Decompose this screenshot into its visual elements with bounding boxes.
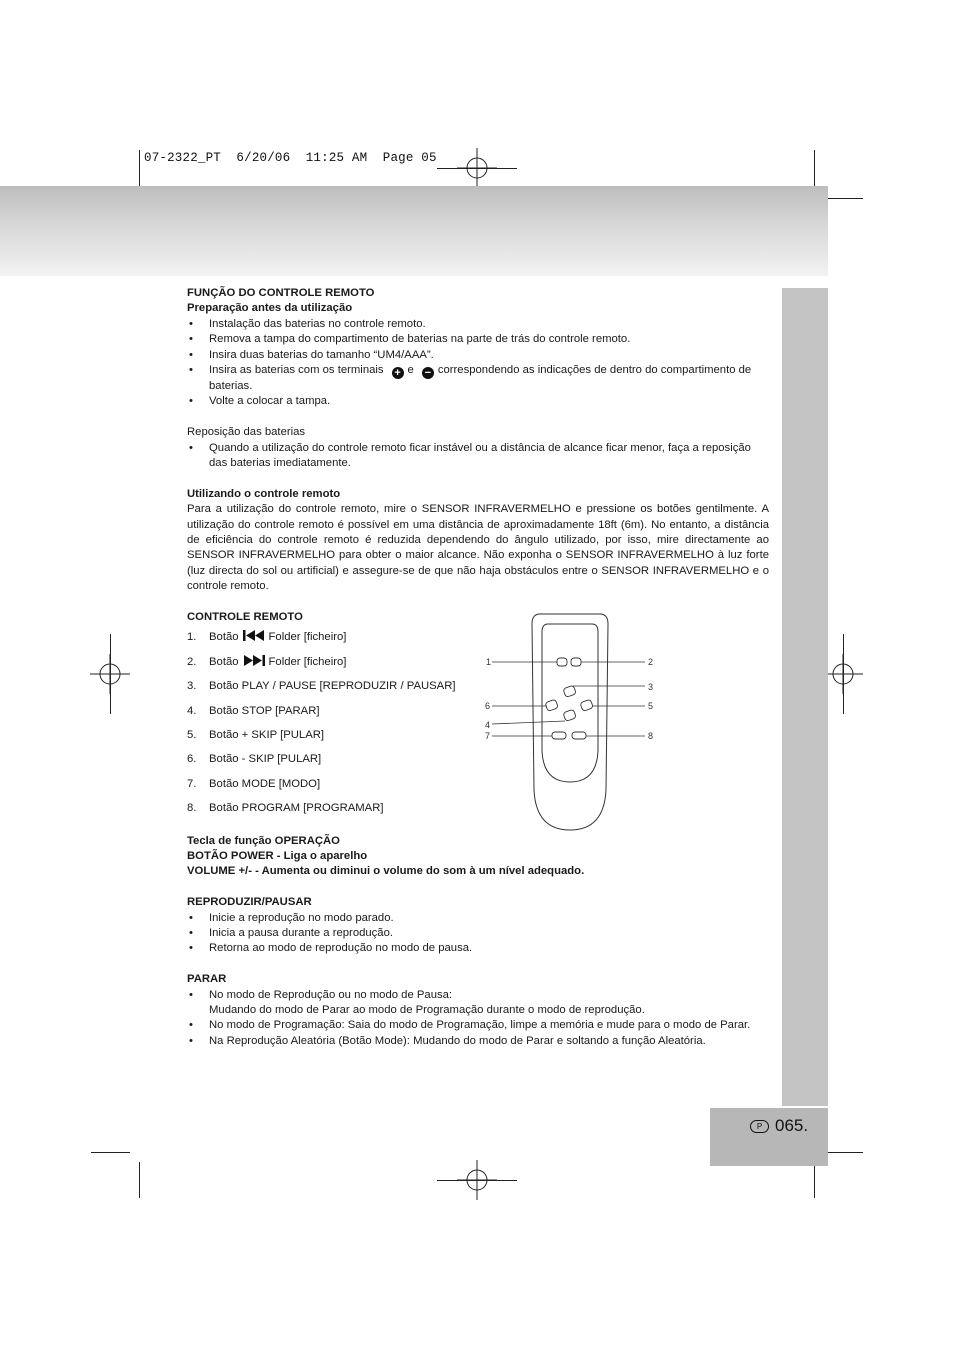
remote-button-8 (572, 732, 586, 739)
item-text: Botão PLAY / PAUSE [REPRODUZIR / PAUSAR] (209, 680, 456, 693)
callout-label: 1 (486, 657, 492, 667)
item-text: Botão PROGRAM [PROGRAMAR] (209, 802, 384, 815)
item-text: Folder [ficheiro] (268, 631, 347, 644)
list-item (187, 655, 769, 679)
list-item: • Retorna ao modo de reprodução no modo de pausa. (187, 941, 769, 956)
list-item (187, 988, 769, 1019)
list-item-text: e (407, 364, 414, 377)
remote-inner-outline (542, 624, 598, 782)
item-number: 8. (187, 802, 197, 815)
section-subtitle: Preparação antes da utilização (187, 302, 353, 315)
item-text: Botão (209, 631, 239, 644)
page-content (187, 286, 769, 1049)
crop-mark (437, 168, 517, 169)
side-tab (782, 288, 828, 1106)
crop-mark (110, 634, 111, 714)
list-item: • Na Reprodução Aleatória (Botão Mode): Mudando do modo de Parar e soltando a função Aleatória. (187, 1034, 769, 1049)
list-item (187, 630, 769, 654)
usage-paragraph: Para a utilização do controle remoto, mire o SENSOR INFRAVERMELHO e pressione os botões gentilmente. A utilização do controle remoto é possível em uma distância de aproximadamente 18ft (6m). No entanto, a distância de eficiência do controle remoto é reduzida dependendo do ângulo utilizado, por isso, mire directamente ao SENSOR INFRAVERMELHO para obter o maior alcance. Não exponha o SENSOR INFRAVERMELHO à luz forte (luz directa do sol ou artificial) e assegure-se de que não haja obstáculos entre o SENSOR INFRAVERMELHO e o controle remoto. (187, 503, 769, 593)
list-item: • No modo de Programação: Saia do modo de Programação, limpe a memória e mude para o modo de Parar. (187, 1018, 769, 1033)
list-item-text: Mudando do modo de Parar ao modo de Programação durante o modo de reprodução. (209, 1004, 645, 1017)
crop-mark (825, 198, 863, 199)
next-icon (243, 655, 265, 666)
item-number: 7. (187, 777, 197, 790)
crop-mark (139, 150, 140, 186)
callout-label: 8 (648, 731, 654, 741)
section-title: Utilizando o controle remoto (187, 487, 341, 500)
list-item: • Inicia a pausa durante a reprodução. (187, 926, 769, 941)
item-number: 3. (187, 680, 197, 693)
crop-mark (814, 150, 815, 186)
plus-terminal-icon: + (392, 367, 404, 379)
remote-button-list (187, 630, 769, 825)
page-number: 065. (775, 1116, 809, 1135)
print-slug: 07-2322_PT 6/20/06 11:25 AM Page 05 (144, 151, 437, 165)
callout-label: 2 (648, 657, 654, 667)
remote-button-6 (545, 699, 558, 711)
remote-button-4 (563, 709, 576, 721)
remote-button-2 (571, 658, 581, 666)
item-number: 2. (187, 655, 197, 668)
section-title: PARAR (187, 973, 227, 986)
callout-label: 3 (648, 682, 654, 692)
item-number: 5. (187, 729, 197, 742)
remote-button-3 (563, 685, 576, 697)
list-item (187, 728, 769, 752)
list-item-text: • No modo de Reprodução ou no modo de Pausa: (209, 988, 453, 1001)
page-number-box (710, 1108, 828, 1166)
section-title: FUNÇÃO DO CONTROLE REMOTO (187, 287, 375, 299)
stop-list (187, 988, 769, 1050)
callout-label: 6 (485, 701, 491, 711)
operation-line: Tecla de função OPERAÇÃO (187, 834, 340, 847)
list-item: • Volte a colocar a tampa. (187, 394, 769, 409)
section-title: Reposição das baterias (187, 426, 306, 439)
remote-button-5 (580, 699, 593, 711)
list-item (187, 777, 769, 801)
play-pause-list (187, 911, 769, 957)
crop-mark (437, 1180, 517, 1181)
list-item: • Quando a utilização do controle remoto ficar instável ou a distância de alcance ficar menor, faça a reposição das baterias imediatamente. (187, 441, 769, 472)
list-item (187, 801, 769, 825)
remote-button-7 (552, 732, 566, 739)
prev-icon (243, 630, 265, 641)
remote-button-1 (557, 658, 567, 666)
callout-label: 5 (648, 701, 654, 711)
callout-label: 4 (485, 720, 491, 730)
header-band (0, 186, 828, 276)
crop-mark (843, 634, 844, 714)
battery-replace-list (187, 441, 769, 472)
section-title: CONTROLE REMOTO (187, 611, 303, 624)
crop-mark (91, 1152, 130, 1153)
list-item: • Insira duas baterias do tamanho “UM4/AAA”. (187, 348, 769, 363)
list-item-text: correspondendo as indicações de dentro do compartimento de baterias. (209, 364, 752, 393)
list-item-text: Insira as baterias com os terminais (209, 364, 384, 377)
crop-mark (814, 1162, 815, 1198)
callout-line (492, 721, 565, 724)
item-text: Botão + SKIP [PULAR] (209, 729, 325, 742)
list-item: • Remova a tampa do compartimento de baterias na parte de trás do controle remoto. (187, 332, 769, 347)
item-number: 6. (187, 753, 197, 766)
battery-prep-list (187, 317, 769, 410)
language-badge: P (750, 1120, 769, 1133)
item-text: Botão - SKIP [PULAR] (209, 753, 322, 766)
item-text: Botão (209, 655, 239, 668)
crop-mark (825, 1152, 863, 1153)
list-item (187, 704, 769, 728)
list-item: • Inicie a reprodução no modo parado. (187, 911, 769, 926)
list-item (187, 752, 769, 776)
item-text: Botão MODE [MODO] (209, 777, 321, 790)
crop-mark (139, 1162, 140, 1198)
list-item (187, 363, 769, 394)
operation-line: BOTÃO POWER - Liga o aparelho (187, 850, 368, 863)
list-item: • Instalação das baterias no controle remoto. (187, 317, 769, 332)
operation-line: VOLUME +/- - Aumenta ou diminui o volume do som à um nível adequado. (187, 865, 585, 878)
item-text: Botão STOP [PARAR] (209, 704, 320, 717)
remote-control-diagram (480, 610, 660, 835)
list-item (187, 679, 769, 703)
section-title: REPRODUZIR/PAUSAR (187, 896, 312, 909)
item-number: 1. (187, 631, 197, 644)
minus-terminal-icon: − (422, 367, 434, 379)
item-number: 4. (187, 704, 197, 717)
item-text: Folder [ficheiro] (268, 655, 347, 668)
callout-label: 7 (485, 731, 491, 741)
